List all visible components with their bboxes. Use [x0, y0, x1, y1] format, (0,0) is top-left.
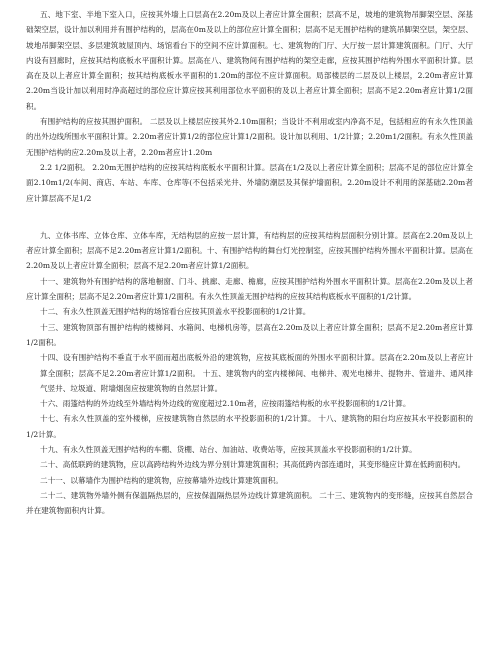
- paragraph-item-22-23: 二十二、建筑物外墙外侧有保温隔热层的，应按保温隔热层外边线计算建筑面积。 二十三、建筑物内的变形缝，应按其自然层合并在建筑物面积内计算。: [26, 490, 473, 516]
- paragraph-item-14-15: 十四、设有围护结构不垂直于水平面而超出底板外沿的建筑物，应按其底板面的外围水平面积计算。层高在2.20m及以上者应计算全面积；层高不足2.20m者应计算1/2面积。 十五、建筑物内的室内楼梯间、电梯井、观光电梯井、提物井、管道井、通风排气竖井、垃圾道、附墙烟囱应按建筑物的自然层计算。: [40, 353, 473, 393]
- paragraph-item-17-18: 十七、有永久性顶盖的室外楼梯，应按建筑物自然层的水平投影面积的1/2计算。 十八、建筑物的阳台均应按其水平投影面积的1/2计算。: [26, 414, 473, 439]
- paragraph-item-9-10: 九、立体书库、立体仓库、立体车库，无结构层的应按一层计算，有结构层的应按其结构层面积分别计算。层高在2.20m及以上者应计算全面积；层高不足2.20m者应计算1/2面积。十、有围护结构的舞台灯光控制室，应按其围护结构外围水平面积计算。层高在2.20m及以上者应计算全面积；层高不足2.20m者应计算1/2面积。: [26, 230, 473, 271]
- paragraph-item-20: 二十、高低联跨的建筑物，应以高跨结构外边线为界分别计算建筑面积；其高低跨内部连通时，其变形缝应计算在低跨面积内。: [40, 460, 466, 470]
- paragraph-enclosure: 有围护结构的应按其围护面积。 二层及以上楼层应按其外2.10m面积；当设计不利用或室内净高不足，包括相应的有永久性顶盖的出外边线所围水平面积计算。2.20m者应计算1/2的部位应计算1/2面积。设计加以利用、1/2计算；2.20m1/2面积。有永久性顶盖无围护结构的应2.20m及以上者，2.20m者应计1.20m: [26, 117, 473, 157]
- paragraph-item-13: 十三、建筑物顶部有围护结构的楼梯间、水箱间、电梯机房等，层高在2.20m及以上者应计算全面积；层高不足2.20m者应计算1/2面积。: [26, 322, 473, 347]
- paragraph-item-19: 十九、有永久性顶盖无围护结构的车棚、货棚、站台、加油站、收费站等，应按其顶盖水平投影面积的1/2计算。: [40, 445, 417, 455]
- paragraph-item-21: 二十一、以幕墙作为围护结构的建筑物，应按幕墙外边线计算建筑面积。: [40, 475, 283, 485]
- paragraph-item-16: 十六、雨篷结构的外边线至外墙结构外边线的宽度超过2.10m者，应按雨篷结构板的水平投影面积的1/2计算。: [40, 399, 411, 409]
- paragraph-item-12: 十二、有永久性顶盖无围护结构的场馆看台应按其顶盖水平投影面积的1/2计算。: [40, 307, 311, 317]
- paragraph-basement: 五、地下室、半地下室入口，应按其外墙上口层高在2.20m及以上者应计算全面积；层高不足，坡地的建筑物吊脚架空层、深基础架空层，设计加以利用并有围护结构的，层高在0m及以上的部位应计算全面积；层高不足无围护结构的建筑吊脚架空层，架空层、坡地吊脚架空层、多层建筑坡屋顶内、场馆看台下的空间不应计算面积。七、建筑物的门厅、大厅按一层计算建筑面积。门厅、大厅内设有回廊时，应按其结构底板水平面积计算。层高在八、建筑物间有围护结构的架空走廊，应按其围护结构外围水平面积计算。层高在及以上者应计算全面积；按其结构底板水平面积的1.20m的部位不应计算面积。局部楼层的二层及以上楼层，2.20m者应计算2.20m当设计加以利用时净高超过的部位应计算应按其利用部位水平面积的及以上者应计算全面积；层高不足2.20m者应计算1/2面积。: [26, 10, 473, 111]
- paragraph-no-enclosure: 2.2 1/2面积。 2.20m无围护结构的应按其结构底板水平面积计算。层高在1/2及以上者应计算全面积；层高不足的部位应计算全面2.10m1/2(车间、商店、车站、车库、仓库等(不包括采光井、外墙防潮层及其保护墙面积。2.20m设计不利用的深基础2.20m者应计算层高不足1/2: [26, 162, 473, 203]
- document-body: [26, 7, 473, 519]
- paragraph-item-11: 十一、建筑物外有围护结构的落地橱窗、门斗、挑廊、走廊、檐廊，应按其围护结构外围水平面积计算。层高在2.20m及以上者应计算全面积；层高不足2.20m者应计算1/2面积。有永久性顶盖无围护结构的应按其结构底板水平面积的1/2计算。: [26, 276, 473, 302]
